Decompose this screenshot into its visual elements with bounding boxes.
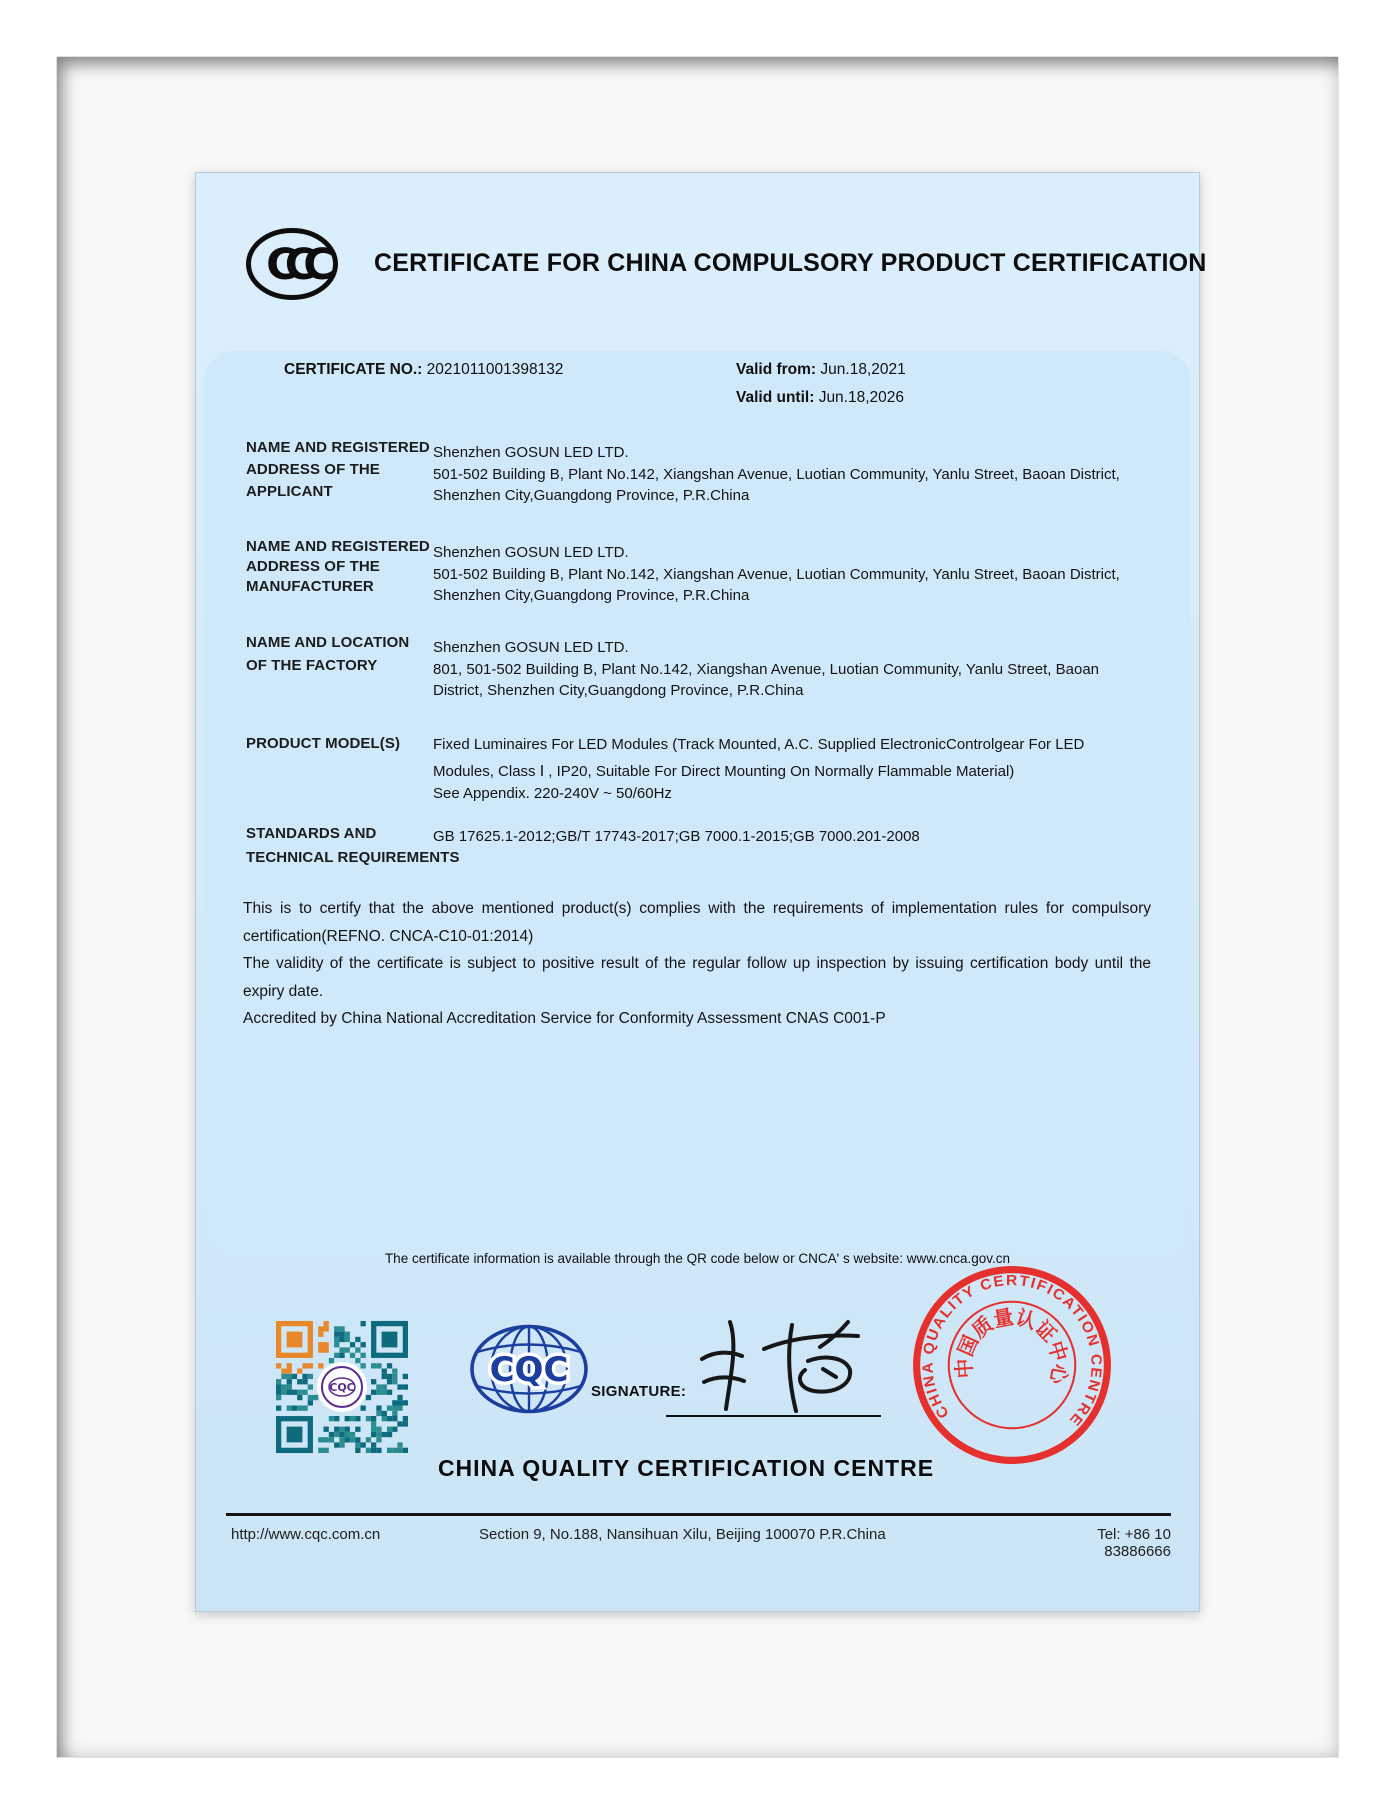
factory-address-line: 801, 501-502 Building B, Plant No.142, Xiangshan Avenue, Luotian Community, Yanlu Street, Baoan [433,660,1100,678]
ccc-logo-icon [244,227,340,301]
certificate-number-label: CERTIFICATE NO.: [284,361,423,378]
manufacturer-label-line: NAME AND REGISTERED [246,538,430,555]
manufacturer-label [246,537,436,597]
certificate-page [195,172,1207,1612]
signature-handwriting-icon [696,1319,866,1415]
cqc-globe-icon [468,1323,590,1415]
standards-value: GB 17625.1-2012;GB/T 17743-2017;GB 7000.1-2015;GB 7000.201-2008 [433,828,920,845]
footer-website: http://www.cqc.com.cn [231,1526,381,1543]
factory-value [433,637,1163,702]
applicant-address-line: 501-502 Building B, Plant No.142, Xiangshan Avenue, Luotian Community, Yanlu Street, Baoan District, [433,465,1120,483]
factory-label-line: NAME AND LOCATION [246,634,410,651]
applicant-label-line: ADDRESS OF THE APPLICANT [246,461,380,500]
manufacturer-address-line: Shenzhen City,Guangdong Province, P.R.China [433,587,750,604]
standards-label-line: STANDARDS AND [246,825,377,842]
product-models-label [246,733,446,754]
signature-line [666,1415,881,1417]
centre-title: CHINA QUALITY CERTIFICATION CENTRE [437,1455,935,1481]
svg-text:CHINA QUALITY CERTIFICATION [913,1263,1114,1440]
statement-compliance: This is to certify that the above mentioned product(s) complies with the requirements of implementation rules for compulsory certification(REFNO. CNCA-C10-01:2014) [243,900,1151,945]
applicant-name: Shenzhen GOSUN LED LTD. [433,444,629,461]
factory-label-line: OF THE FACTORY [246,657,378,674]
applicant-label [246,437,436,503]
applicant-address-line: Shenzhen City,Guangdong Province, P.R.China [433,487,750,504]
valid-from-row [736,361,906,379]
footer-tel: Tel: +86 10 83886666 [1097,1526,1171,1560]
factory-name: Shenzhen GOSUN LED LTD. [433,639,629,656]
svg-text:CQC: CQC [329,1381,355,1394]
manufacturer-value [433,542,1163,607]
footer-divider [226,1513,1171,1516]
factory-address-line: District, Shenzhen City,Guangdong Province, P.R.China [433,682,804,699]
manufacturer-label-line: MANUFACTURER [246,578,374,595]
applicant-label-line: NAME AND REGISTERED [246,439,430,456]
certificate-number-row [284,361,563,379]
svg-text:中国质量认证中心 [949,1298,1079,1394]
manufacturer-name: Shenzhen GOSUN LED LTD. [433,544,629,561]
applicant-value [433,442,1163,507]
valid-until-row [736,389,904,407]
statement-accreditation: Accredited by China National Accreditation Service for Conformity Assessment CNAS C001-P [243,1010,886,1027]
svg-text:CQC: CQC [489,1350,569,1390]
footer-address: Section 9, No.188, Nansihuan Xilu, Beijing 100070 P.R.China [479,1526,886,1543]
valid-until-value: Jun.18,2026 [818,389,905,406]
stamp-chinese-text: 中国质量认证中心 [951,1304,1073,1387]
qr-note: The certificate information is available through the QR code below or CNCA' s website: www.cnca.gov.cn [384,1251,1011,1266]
statement-validity: The validity of the certificate is subject to positive result of the regular follow up inspection by issuing certification body until the expiry date. [243,955,1151,1000]
valid-from-label: Valid from: [736,361,817,378]
product-models-label-line: PRODUCT MODEL(S) [246,735,401,752]
manufacturer-address-line: 501-502 Building B, Plant No.142, Xiangshan Avenue, Luotian Community, Yanlu Street, Baoan District, [433,565,1120,583]
manufacturer-label-line: ADDRESS OF THE [246,558,380,575]
valid-until-label: Valid until: [736,389,815,406]
signature-label: SIGNATURE: [591,1383,687,1400]
certificate-number-value: 2021011001398132 [426,361,564,378]
product-models-line3: See Appendix. 220-240V ~ 50/60Hz [433,785,672,802]
standards-label-line: TECHNICAL REQUIREMENTS [246,849,460,866]
stamp-english-text: CHINA QUALITY CERTIFICATION CENTRE [920,1273,1104,1429]
factory-label [246,631,436,677]
page-title: CERTIFICATE FOR CHINA COMPULSORY PRODUCT CERTIFICATION [374,249,1207,277]
qr-code-icon [276,1319,408,1455]
valid-from-value: Jun.18,2021 [820,361,906,378]
product-models-line2: Modules, Class Ⅰ , IP20, Suitable For Direct Mounting On Normally Flammable Material) [433,763,1015,780]
product-models-line1: Fixed Luminaires For LED Modules (Track Mounted, A.C. Supplied ElectronicControlgear For LED [433,736,1085,753]
cqc-red-stamp-icon [910,1263,1114,1467]
svg-text:CCC: CCC [266,240,322,290]
